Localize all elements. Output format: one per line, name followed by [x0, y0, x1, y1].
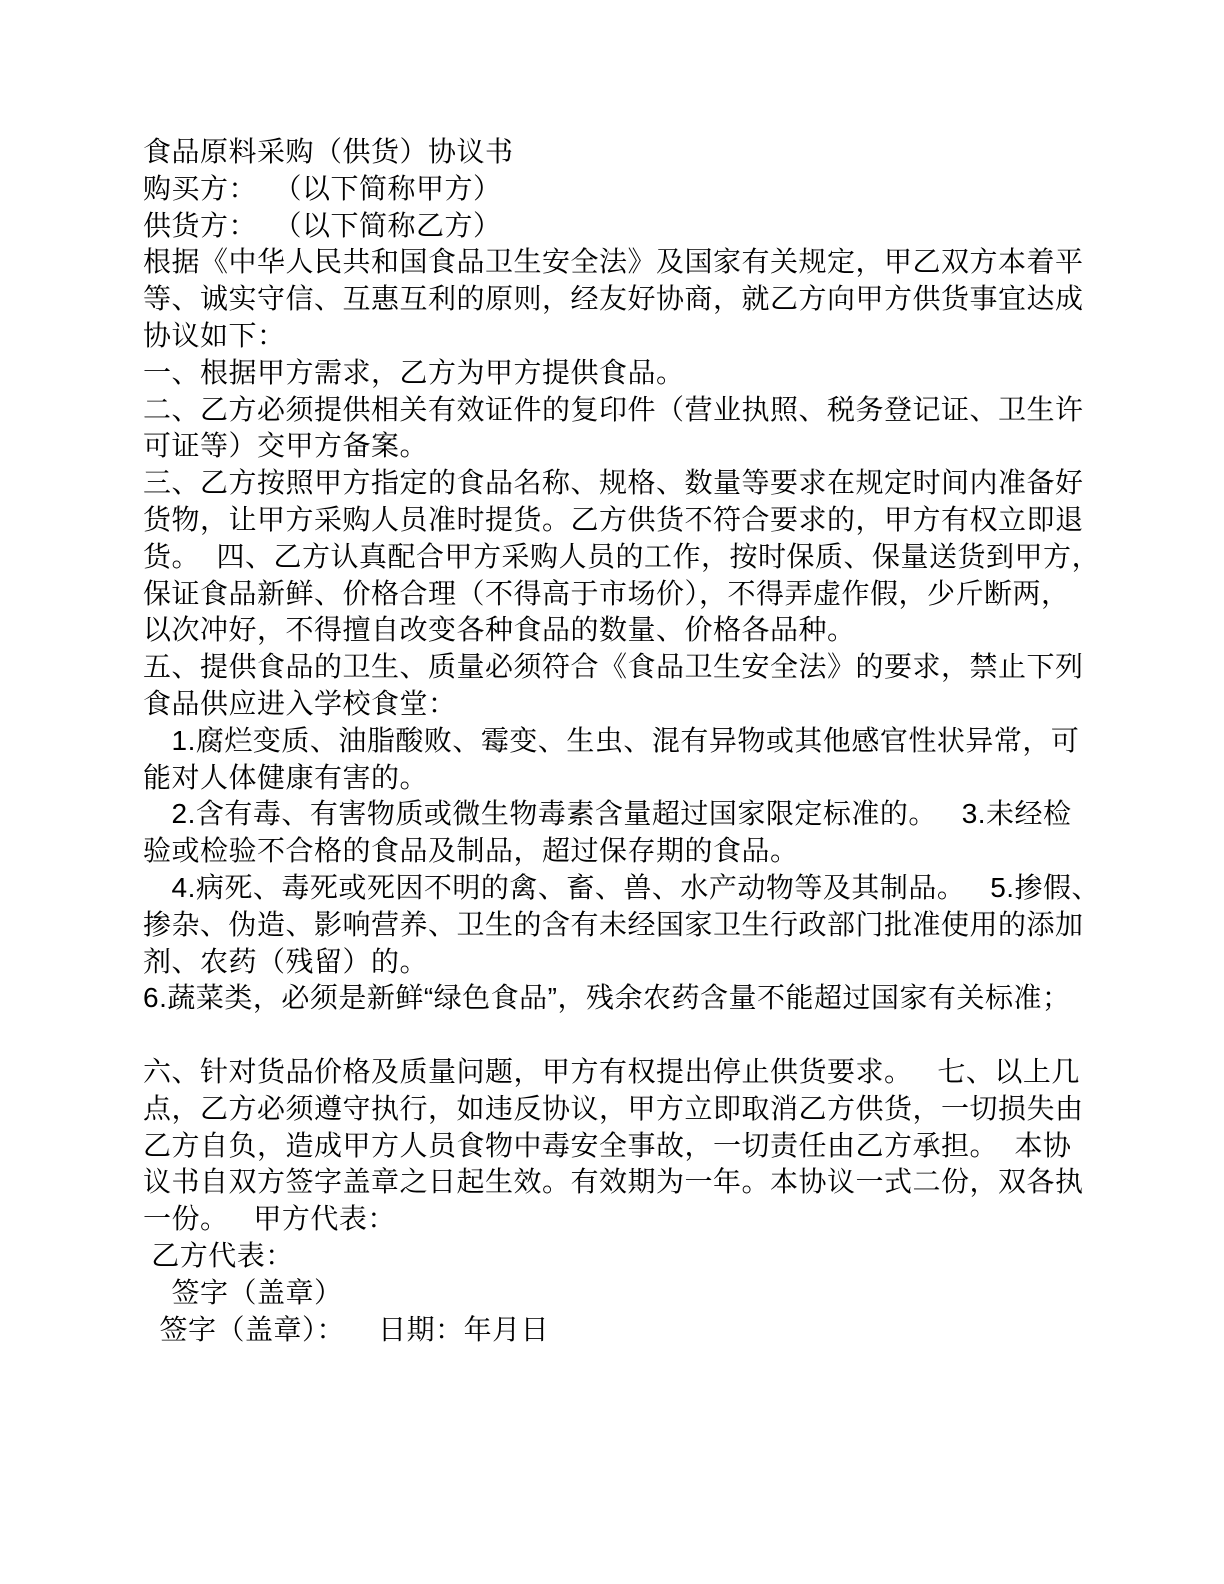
line-supplier: 供货方： （以下简称乙方）: [143, 209, 502, 241]
line-item-5b: 掺杂、伪造、影响营养、卫生的含有未经国家卫生行政部门批准使用的添加: [143, 908, 1084, 940]
line-clause-3a: 三、乙方按照甲方指定的食品名称、规格、数量等要求在规定时间内准备好: [143, 467, 1084, 499]
line-clause-1: 一、根据甲方需求，乙方为甲方提供食品。: [143, 356, 685, 388]
line-item-1b: 能对人体健康有害的。: [143, 761, 429, 793]
line-preamble-3: 协议如下：: [143, 319, 286, 351]
line-validity: 议书自双方签字盖章之日起生效。有效期为一年。本协议一式二份，双各执: [143, 1166, 1084, 1198]
agreement-document: [143, 134, 1163, 1348]
line-item-6: 6.蔬菜类，必须是新鲜“绿色食品”，残余农药含量不能超过国家有关标准；: [143, 982, 1071, 1014]
line-clause-2b: 可证等）交甲方备案。: [143, 430, 429, 462]
line-clause-5b: 食品供应进入学校食堂：: [143, 687, 457, 719]
line-clause-2a: 二、乙方必须提供相关有效证件的复印件（营业执照、税务登记证、卫生许: [143, 393, 1084, 425]
line-clause-7c: 乙方自负，造成甲方人员食物中毒安全事故，一切责任由乙方承担。 本协: [143, 1129, 1072, 1161]
line-item-4-5a: 4.病死、毒死或死因不明的禽、畜、兽、水产动物等及其制品。 5.掺假、: [143, 871, 1101, 903]
line-clause-4b: 保证食品新鲜、价格合理（不得高于市场价），不得弄虚作假，少斤断两，: [143, 577, 1070, 609]
line-party-a-rep: 一份。 甲方代表：: [143, 1203, 396, 1235]
line-signature-seal: 签字（盖章）: [143, 1276, 343, 1308]
line-party-b-rep: 乙方代表：: [143, 1239, 294, 1271]
line-item-2-3a: 2.含有毒、有害物质或微生物毒素含量超过国家限定标准的。 3.未经检: [143, 798, 1072, 830]
line-buyer: 购买方： （以下简称甲方）: [143, 172, 502, 204]
line-clause-4a: 货。 四、乙方认真配合甲方采购人员的工作，按时保质、保量送货到甲方，: [143, 540, 1101, 572]
doc-title: 食品原料采购（供货）协议书: [143, 136, 514, 167]
line-item-5c: 剂、农药（残留）的。: [143, 945, 429, 977]
line-clause-6-7a: 六、针对货品价格及质量问题，甲方有权提出停止供货要求。 七、以上几: [143, 1055, 1080, 1087]
line-preamble-2: 等、诚实守信、互惠互利的原则，经友好协商，就乙方向甲方供货事宜达成: [143, 283, 1084, 315]
line-signature-date: 签字（盖章）： 日期：年月日: [143, 1313, 550, 1345]
line-item-1a: 1.腐烂变质、油脂酸败、霉变、生虫、混有异物或其他感官性状异常，可: [143, 724, 1080, 756]
line-blank: [143, 1017, 1163, 1054]
line-item-3b: 验或检验不合格的食品及制品，超过保存期的食品。: [143, 835, 799, 867]
line-clause-5a: 五、提供食品的卫生、质量必须符合《食品卫生安全法》的要求，禁止下列: [143, 651, 1084, 683]
line-clause-4c: 以次冲好，不得擅自改变各种食品的数量、价格各品种。: [143, 614, 856, 646]
line-clause-3b: 货物，让甲方采购人员准时提货。乙方供货不符合要求的，甲方有权立即退: [143, 503, 1084, 535]
line-preamble-1: 根据《中华人民共和国食品卫生安全法》及国家有关规定，甲乙双方本着平: [143, 246, 1084, 278]
line-clause-7b: 点，乙方必须遵守执行，如违反协议，甲方立即取消乙方供货，一切损失由: [143, 1092, 1084, 1124]
